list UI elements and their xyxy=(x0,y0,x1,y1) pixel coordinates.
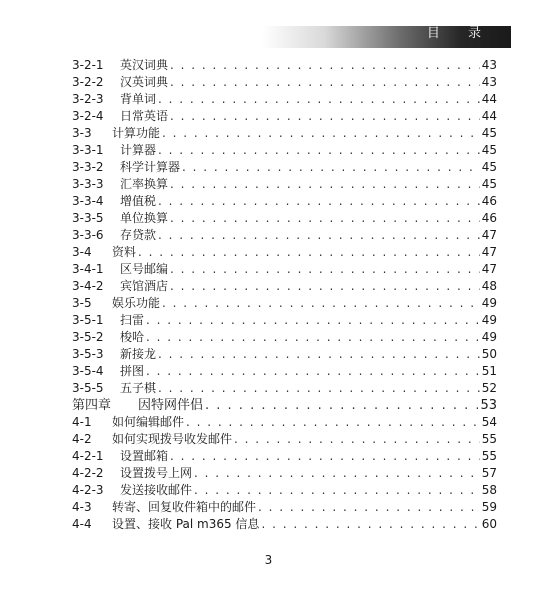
toc-entry-number: 3-3-4 xyxy=(72,194,104,208)
toc-entry-title: 新接龙 xyxy=(120,347,157,361)
toc-entry xyxy=(72,482,497,499)
toc-entry-number: 4-1 xyxy=(72,415,92,429)
toc-entry-title: 英汉词典 xyxy=(120,58,169,72)
toc-entry-title: 五子棋 xyxy=(120,381,157,395)
toc-entry xyxy=(72,329,497,346)
toc-entry-number: 3-5-1 xyxy=(72,313,104,327)
dot-leader xyxy=(170,176,480,193)
dot-leader xyxy=(158,227,480,244)
dot-leader xyxy=(162,125,480,142)
toc-entry-number: 3-3-3 xyxy=(72,177,104,191)
dot-leader xyxy=(170,210,480,227)
toc-entry-number: 第四章 xyxy=(72,398,112,413)
toc-entry-number: 4-2-1 xyxy=(72,449,104,463)
dot-leader xyxy=(186,414,480,431)
toc-entry xyxy=(72,193,497,210)
toc-entry-title: 如何编辑邮件 xyxy=(112,415,185,429)
dot-leader xyxy=(158,91,480,108)
toc-entry-title: 日常英语 xyxy=(120,109,169,123)
toc-entry-page: 47 xyxy=(481,245,497,259)
dot-leader xyxy=(194,465,480,482)
dot-leader xyxy=(205,397,478,414)
toc-entry-page: 58 xyxy=(481,483,497,497)
toc-entry-number: 3-4-2 xyxy=(72,279,104,293)
toc-entry-title: 增值税 xyxy=(120,194,157,208)
toc-entry-title: 背单词 xyxy=(120,92,157,106)
dot-leader xyxy=(146,363,480,380)
toc-entry-title: 汉英词典 xyxy=(120,75,169,89)
toc-entry-page: 46 xyxy=(481,211,497,225)
toc-entry xyxy=(72,414,497,431)
toc-entry-page: 51 xyxy=(481,364,497,378)
toc-entry-title: 转寄、回复收件箱中的邮件 xyxy=(112,500,257,514)
toc-entry-page: 60 xyxy=(481,517,497,531)
toc-entry-title: 如何实现拨号收发邮件 xyxy=(112,432,233,446)
toc-entry-title: 梭哈 xyxy=(120,330,145,344)
toc-entry-number: 3-2-1 xyxy=(72,58,104,72)
toc-entry-title: 计算器 xyxy=(120,143,157,157)
toc-entry-title: 汇率换算 xyxy=(120,177,169,191)
toc-entry-number: 3-2-2 xyxy=(72,75,104,89)
toc-entry-number: 4-2-3 xyxy=(72,483,104,497)
toc-entry-page: 55 xyxy=(481,449,497,463)
toc-entry-title: 扫雷 xyxy=(120,313,145,327)
toc-entry xyxy=(72,312,497,329)
toc-entry-page: 55 xyxy=(481,432,497,446)
dot-leader xyxy=(138,244,480,261)
dot-leader xyxy=(258,499,480,516)
toc-entry-title: 区号邮编 xyxy=(120,262,169,276)
toc-entry-page: 46 xyxy=(481,194,497,208)
toc-entry-page: 57 xyxy=(481,466,497,480)
toc-entry-page: 49 xyxy=(481,330,497,344)
toc-entry-page: 49 xyxy=(481,296,497,310)
toc-entry-title: 宾馆酒店 xyxy=(120,279,169,293)
dot-leader xyxy=(146,312,480,329)
toc-entry xyxy=(72,295,497,312)
toc-entry-title: 科学计算器 xyxy=(120,160,181,174)
toc-entry-number: 3-3-2 xyxy=(72,160,104,174)
toc-entry-number: 3-5-5 xyxy=(72,381,104,395)
dot-leader xyxy=(170,278,480,295)
toc-entry-number: 4-2-2 xyxy=(72,466,104,480)
toc-entry xyxy=(72,159,497,176)
toc-entry-number: 3-5 xyxy=(72,296,92,310)
toc-entry-number: 3-4-1 xyxy=(72,262,104,276)
toc-entry-number: 3-2-3 xyxy=(72,92,104,106)
header-title: 目 录 xyxy=(426,26,493,41)
toc-entry xyxy=(72,261,497,278)
dot-leader xyxy=(158,346,480,363)
toc-entry-number: 3-5-3 xyxy=(72,347,104,361)
toc-entry-number: 3-3-1 xyxy=(72,143,104,157)
dot-leader xyxy=(162,295,480,312)
toc-entry xyxy=(72,465,497,482)
toc-entry xyxy=(72,57,497,74)
header-bar xyxy=(262,26,511,48)
toc-entry xyxy=(72,74,497,91)
toc-entry xyxy=(72,346,497,363)
toc-entry-number: 3-2-4 xyxy=(72,109,104,123)
toc-entry-page: 44 xyxy=(481,109,497,123)
toc-entry-page: 49 xyxy=(481,313,497,327)
toc-entry xyxy=(72,516,497,533)
dot-leader xyxy=(182,159,480,176)
toc-entry-number: 4-3 xyxy=(72,500,92,514)
toc-entry-number: 3-3-5 xyxy=(72,211,104,225)
toc-entry xyxy=(72,499,497,516)
toc-entry xyxy=(72,176,497,193)
dot-leader xyxy=(261,516,479,533)
toc-entry-title: 存贷款 xyxy=(120,228,157,242)
dot-leader xyxy=(234,431,480,448)
dot-leader xyxy=(170,57,480,74)
toc-entry-page: 43 xyxy=(481,75,497,89)
toc-entry-page: 45 xyxy=(481,126,497,140)
toc-entry-page: 50 xyxy=(481,347,497,361)
toc-entry-page: 43 xyxy=(481,58,497,72)
toc-entry-page: 53 xyxy=(480,398,497,413)
dot-leader xyxy=(146,329,480,346)
toc-entry-number: 4-4 xyxy=(72,517,92,531)
dot-leader xyxy=(194,482,480,499)
toc-entry xyxy=(72,142,497,159)
dot-leader xyxy=(158,193,480,210)
toc-entry xyxy=(72,210,497,227)
toc-entry xyxy=(72,397,497,414)
toc-entry-number: 3-3-6 xyxy=(72,228,104,242)
toc-entry xyxy=(72,363,497,380)
toc-entry-number: 3-5-2 xyxy=(72,330,104,344)
toc-entry xyxy=(72,91,497,108)
toc-entry-title: 发送接收邮件 xyxy=(120,483,193,497)
toc-entry-title: 因特网伴侣 xyxy=(138,398,204,413)
toc-entry-title: 资料 xyxy=(112,245,137,259)
dot-leader xyxy=(170,448,480,465)
dot-leader xyxy=(170,74,480,91)
toc-entry xyxy=(72,380,497,397)
toc-entry xyxy=(72,227,497,244)
toc-entry-number: 3-5-4 xyxy=(72,364,104,378)
toc-entry-title: 拼图 xyxy=(120,364,145,378)
toc-entry xyxy=(72,278,497,295)
toc-entry-page: 47 xyxy=(481,262,497,276)
toc-entry-page: 44 xyxy=(481,92,497,106)
toc-entry xyxy=(72,125,497,142)
toc-entry-title: 设置拨号上网 xyxy=(120,466,193,480)
toc-entry xyxy=(72,108,497,125)
toc-entry-title: 计算功能 xyxy=(112,126,161,140)
toc-entry-number: 3-4 xyxy=(72,245,92,259)
toc-entry-number: 4-2 xyxy=(72,432,92,446)
toc-entry-page: 52 xyxy=(481,381,497,395)
dot-leader xyxy=(158,380,480,397)
toc-entry-page: 48 xyxy=(481,279,497,293)
dot-leader xyxy=(158,142,480,159)
toc-entry xyxy=(72,244,497,261)
toc-entry-title: 设置、接收 Pal m365 信息 xyxy=(112,517,260,531)
toc-entry-page: 45 xyxy=(481,160,497,174)
toc-entry xyxy=(72,448,497,465)
toc-entry-title: 设置邮箱 xyxy=(120,449,169,463)
dot-leader xyxy=(170,261,480,278)
toc-entry-page: 45 xyxy=(481,177,497,191)
toc-entry-title: 娱乐功能 xyxy=(112,296,161,310)
dot-leader xyxy=(170,108,480,125)
toc-entry-page: 59 xyxy=(481,500,497,514)
page-number: 3 xyxy=(264,553,273,567)
toc-entry-page: 45 xyxy=(481,143,497,157)
toc-entry-number: 3-3 xyxy=(72,126,92,140)
toc-entry-page: 47 xyxy=(481,228,497,242)
toc-entry xyxy=(72,431,497,448)
toc-entry-title: 单位换算 xyxy=(120,211,169,225)
toc-entry-page: 54 xyxy=(481,415,497,429)
table-of-contents xyxy=(72,57,497,533)
